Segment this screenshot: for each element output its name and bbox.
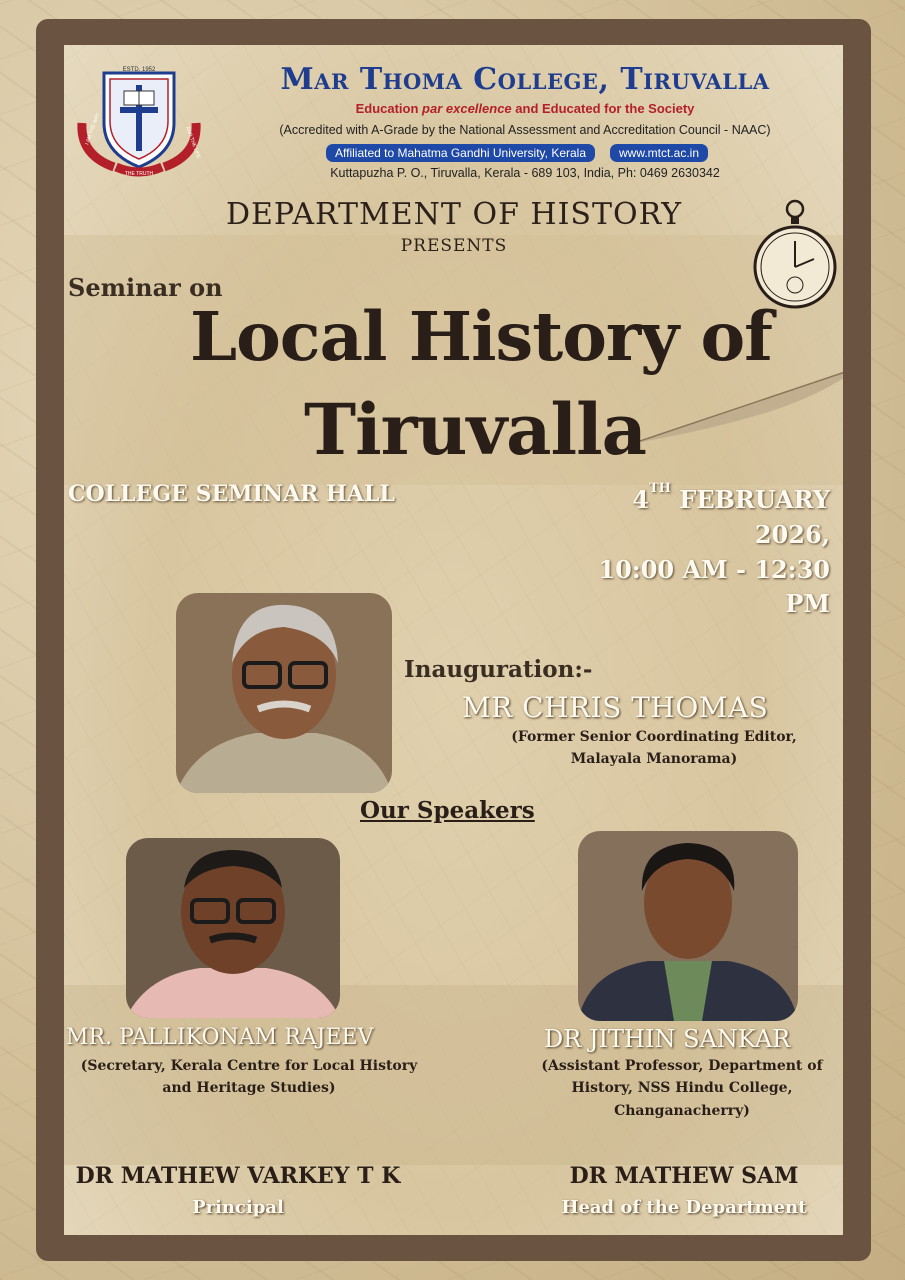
tagline-end: and Educated for the Society — [511, 101, 695, 116]
date-suffix: TH — [648, 481, 671, 496]
presents-text: PRESENTS — [400, 236, 508, 256]
event-time: 10:00 AM - 12:30 PM — [598, 554, 830, 619]
college-address: Kuttapuzha P. O., Tiruvalla, Kerala - 689 103, India, Ph: 0469 2630342 — [330, 166, 720, 180]
speaker-1-role-line1: (Secretary, Kerala Centre for Local History — [80, 1058, 418, 1074]
tagline-italic: par excellence — [422, 101, 512, 116]
logo-motto-left: I AM THE WAY — [84, 112, 102, 146]
pallikonam-rajeev-photo — [126, 838, 340, 1018]
logo-motto-bottom: THE TRUTH — [124, 171, 154, 177]
logo-year-text: ESTD. 1952 — [122, 67, 156, 73]
principal-title: Principal — [192, 1197, 284, 1218]
speaker-2-role — [526, 1055, 838, 1122]
hod-title: Head of the Department — [561, 1197, 807, 1218]
jithin-sankar-photo — [578, 831, 798, 1021]
logo-motto-right: AND THE LIFE — [184, 125, 202, 160]
speaker-2-name: DR JITHIN SANKAR — [544, 1025, 791, 1053]
event-date — [550, 483, 830, 553]
inaugurator-name: MR CHRIS THOMAS — [462, 691, 769, 724]
date-day: 4 — [632, 485, 649, 514]
speaker-1-name: MR. PALLIKONAM RAJEEV — [66, 1025, 374, 1050]
affiliation-badge: Affiliated to Mahatma Gandhi University, Kerala — [326, 144, 595, 162]
department-heading: DEPARTMENT OF HISTORY — [225, 197, 683, 232]
inaugurator-role-line1: (Former Senior Coordinating Editor, — [511, 729, 797, 745]
hod-name: DR MATHEW SAM — [569, 1163, 799, 1189]
venue-text: COLLEGE SEMINAR HALL — [68, 481, 395, 507]
inaugurator-role — [444, 727, 843, 770]
poster — [64, 45, 843, 1235]
date-time-block — [550, 483, 830, 622]
seminar-on-label: Seminar on — [68, 273, 223, 302]
college-crest-logo — [74, 63, 204, 181]
speaker-1-role — [64, 1055, 434, 1100]
college-tagline — [220, 101, 830, 116]
speaker-2-role-line3: Changanacherry) — [614, 1102, 750, 1119]
seminar-title-line1: Local History of — [190, 297, 772, 376]
accreditation-text: (Accredited with A-Grade by the National Assessment and Accreditation Council - NAAC) — [279, 123, 771, 137]
tagline-start: Education — [355, 101, 423, 116]
college-name: Mar Thoma College, Tiruvalla — [280, 62, 770, 97]
speaker-2-role-line1: (Assistant Professor, Department of — [541, 1058, 823, 1074]
speaker-2-role-line2: History, NSS Hindu College, — [571, 1080, 793, 1097]
website-link[interactable]: www.mtct.ac.in — [610, 144, 708, 162]
date-month-year: FEBRUARY 2026, — [670, 485, 830, 549]
seminar-title-line2: Tiruvalla — [304, 388, 647, 471]
inauguration-label: Inauguration:- — [404, 656, 593, 683]
speaker-1-role-line2: and Heritage Studies) — [162, 1080, 336, 1097]
speakers-heading: Our Speakers — [360, 797, 535, 824]
inaugurator-role-line2: Malayala Manorama) — [570, 750, 738, 767]
chris-thomas-photo — [176, 593, 392, 793]
principal-name: DR MATHEW VARKEY T K — [75, 1163, 401, 1189]
